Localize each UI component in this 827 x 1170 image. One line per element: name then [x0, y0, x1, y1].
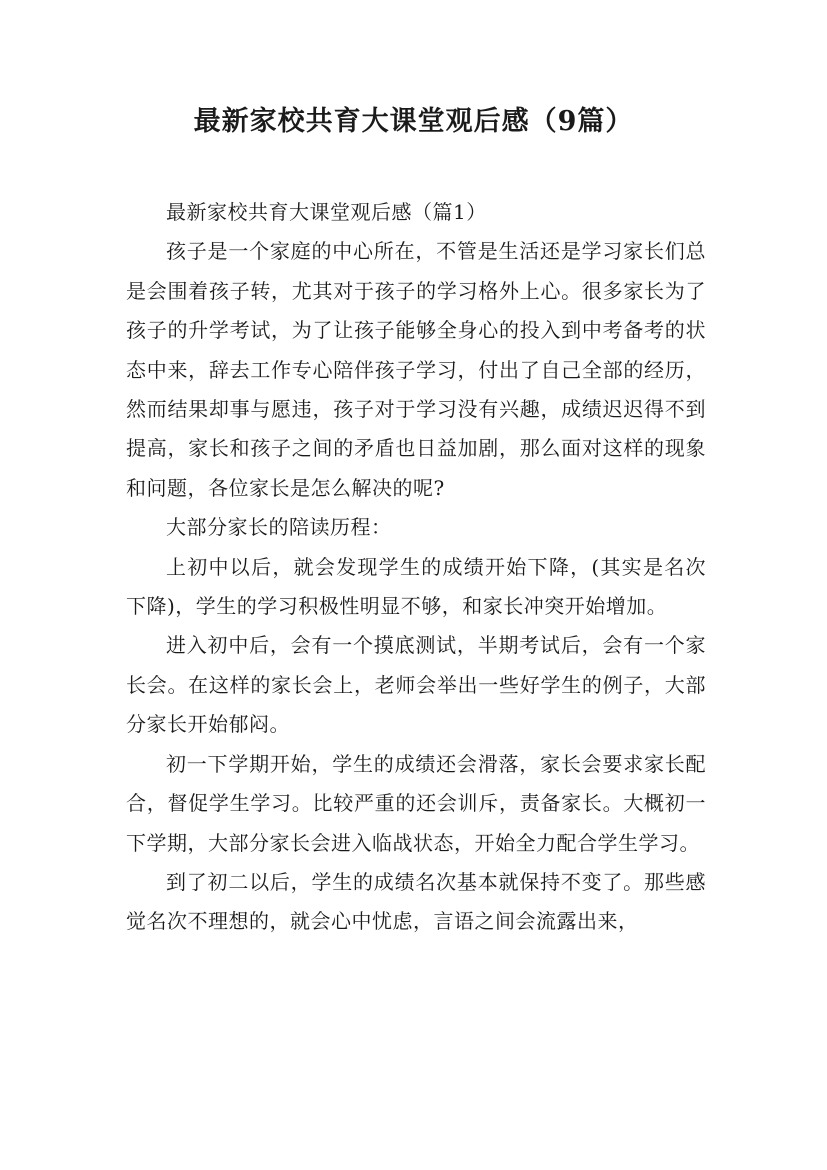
- paragraph: 上初中以后，就会发现学生的成绩开始下降，(其实是名次下降)，学生的学习积极性明显不够，和家长冲突开始增加。: [126, 554, 706, 619]
- paragraph: 大部分家长的陪读历程：: [166, 515, 392, 540]
- paragraph: 到了初二以后，学生的成绩名次基本就保持不变了。那些感觉名次不理想的，就会心中忧虑，言语之间会流露出来，: [126, 869, 706, 934]
- document-title: 最新家校共育大课堂观后感（9篇）: [193, 106, 634, 137]
- paragraph: 孩子是一个家庭的中心所在，不管是生活还是学习家长们总是会围着孩子转，尤其对于孩子的学习格外上心。很多家长为了孩子的升学考试，为了让孩子能够全身心的投入到中考备考的状态中来，辞去工作专心陪伴孩子学习，付出了自己全部的经历，然而结果却事与愿违，孩子对于学习没有兴趣，成绩迟迟得不到提高，家长和孩子之间的矛盾也日益加剧，那么面对这样的现象和问题，各位家长是怎么解决的呢?: [126, 239, 706, 500]
- section-heading: 最新家校共育大课堂观后感（篇1）: [166, 200, 487, 224]
- paragraph: 初一下学期开始，学生的成绩还会滑落，家长会要求家长配合，督促学生学习。比较严重的还会训斥，责备家长。大概初一下学期，大部分家长会进入临战状态，开始全力配合学生学习。: [126, 751, 706, 855]
- paragraph: 进入初中后，会有一个摸底测试，半期考试后，会有一个家长会。在这样的家长会上，老师会举出一些好学生的例子，大部分家长开始郁闷。: [126, 633, 706, 737]
- document-body: [126, 193, 706, 942]
